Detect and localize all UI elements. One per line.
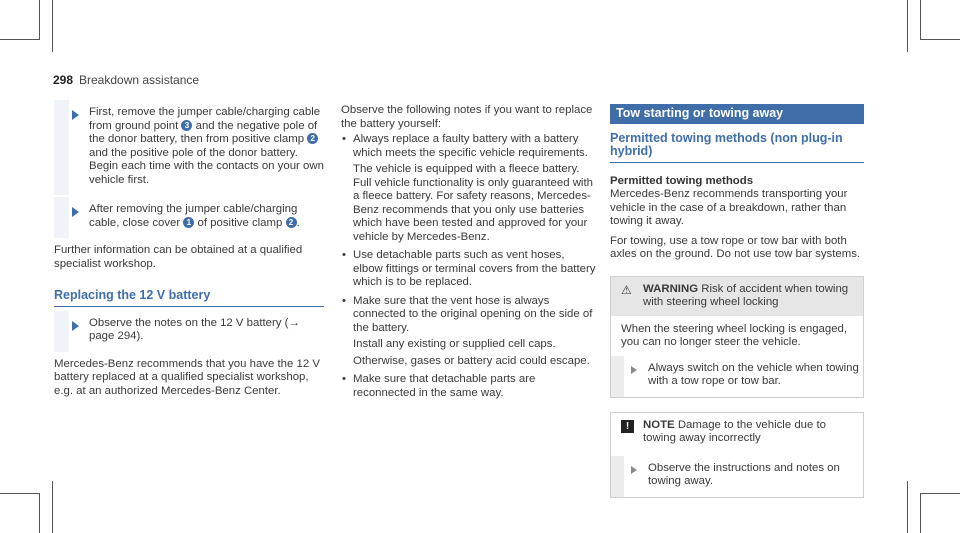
paragraph: For towing, use a tow rope or tow bar with both axles on the ground. Do not use tow bar systems.	[610, 234, 861, 260]
step-text: Always switch on the vehicle when towing with a tow rope or tow bar.	[648, 361, 859, 387]
play-arrow-icon	[631, 466, 637, 474]
step-text: Observe the instructions and notes on towing away.	[648, 461, 840, 487]
column-middle	[341, 104, 596, 405]
crop-mark	[920, 0, 921, 40]
callout-2-icon: 2	[307, 133, 318, 144]
note-box	[610, 412, 864, 498]
warning-label: WARNING	[643, 282, 699, 295]
warning-triangle-icon: ⚠	[621, 282, 632, 297]
bullet-list	[341, 133, 596, 400]
step-bar	[54, 311, 69, 352]
instruction-step	[54, 100, 324, 195]
note-header	[611, 413, 863, 452]
crop-mark	[0, 39, 40, 40]
warning-box	[610, 276, 864, 398]
instruction-step	[54, 311, 324, 352]
note-label: NOTE	[643, 418, 675, 431]
warning-title: Risk of accident when towing with steering wheel locking	[643, 282, 849, 308]
crop-mark	[920, 39, 960, 40]
warning-body: When the steering wheel locking is engaged, you can no longer steer the vehicle.	[621, 322, 848, 348]
play-arrow-icon	[72, 321, 79, 331]
callout-2-icon: 2	[286, 217, 297, 228]
column-right	[610, 104, 864, 498]
note-title: Damage to the vehicle due to towing away incorrectly	[643, 418, 827, 444]
warning-step	[611, 356, 863, 397]
paragraph: Mercedes-Benz recommends that you have the 12 V battery replaced at a qualified specialist workshop, e.g. at an authorized Mercedes-Benz Center.	[54, 357, 320, 397]
crop-mark	[0, 493, 40, 494]
step-bar	[611, 356, 624, 397]
further-info: Further information can be obtained at a qualified specialist workshop.	[54, 244, 303, 270]
list-item: • Use detachable parts such as vent hoses, elbow fittings or terminal covers from the battery which is to be replaced.	[341, 249, 596, 290]
note-step	[611, 456, 863, 497]
page-number: 298	[53, 73, 74, 87]
crop-mark	[907, 0, 908, 52]
section-heading: Permitted towing methods (non plug-in hybrid)	[610, 132, 864, 163]
chapter-banner: Tow starting or towing away	[610, 104, 864, 124]
list-item: • Make sure that detachable parts are reconnected in the same way.	[341, 373, 596, 400]
crop-mark	[52, 481, 53, 533]
crop-mark	[920, 493, 960, 494]
column-left	[54, 100, 324, 398]
step-bar	[611, 456, 624, 497]
bold-heading: Permitted towing methods	[610, 174, 754, 187]
crop-mark	[39, 0, 40, 40]
paragraph: Mercedes-Benz recommends transporting your vehicle in the case of a breakdown, rather than towing it away.	[610, 188, 848, 227]
callout-3-icon: 3	[181, 120, 192, 131]
warning-header	[611, 277, 863, 316]
list-item: • Make sure that the vent hose is always connected to the original opening on the side of the battery. Install any existing or supplied cell caps. Otherwise, gases or battery acid could escape.	[341, 295, 596, 369]
step-bar	[54, 197, 69, 238]
play-arrow-icon	[72, 110, 79, 120]
paragraph: Observe the following notes if you want to replace the battery yourself:	[341, 104, 593, 130]
exclamation-icon: !	[621, 420, 634, 433]
play-arrow-icon	[72, 207, 79, 217]
section-title: Breakdown assistance	[79, 73, 200, 87]
crop-mark	[907, 481, 908, 533]
section-heading: Replacing the 12 V battery	[54, 289, 324, 307]
step-text: Observe the notes on the 12 V battery (→ page 294).	[89, 316, 300, 342]
step-text: After removing the jumper cable/charging cable, close cover 1 of positive clamp 2 .	[89, 203, 300, 229]
play-arrow-icon	[631, 366, 637, 374]
crop-mark	[920, 493, 921, 533]
crop-mark	[39, 493, 40, 533]
step-text: First, remove the jumper cable/charging cable from ground point 3 and the negative pole of the donor battery, then from positive clamp 2 and the positive pole of the donor battery. Begin each time with the contacts on your own vehicle first.	[89, 106, 324, 186]
crop-mark	[52, 0, 53, 52]
callout-1-icon: 1	[183, 217, 194, 228]
step-bar	[54, 100, 69, 195]
list-item: • Always replace a faulty battery with a battery which meets the specific vehicle requirements. The vehicle is equipped with a fleece battery. Full vehicle functionality is only guaranteed with a fleece battery. For safety reasons, Mercedes-Benz recommends that you only use batteries which have been tested and approved for your vehicle by Mercedes-Benz.	[341, 133, 596, 244]
instruction-step	[54, 197, 324, 238]
